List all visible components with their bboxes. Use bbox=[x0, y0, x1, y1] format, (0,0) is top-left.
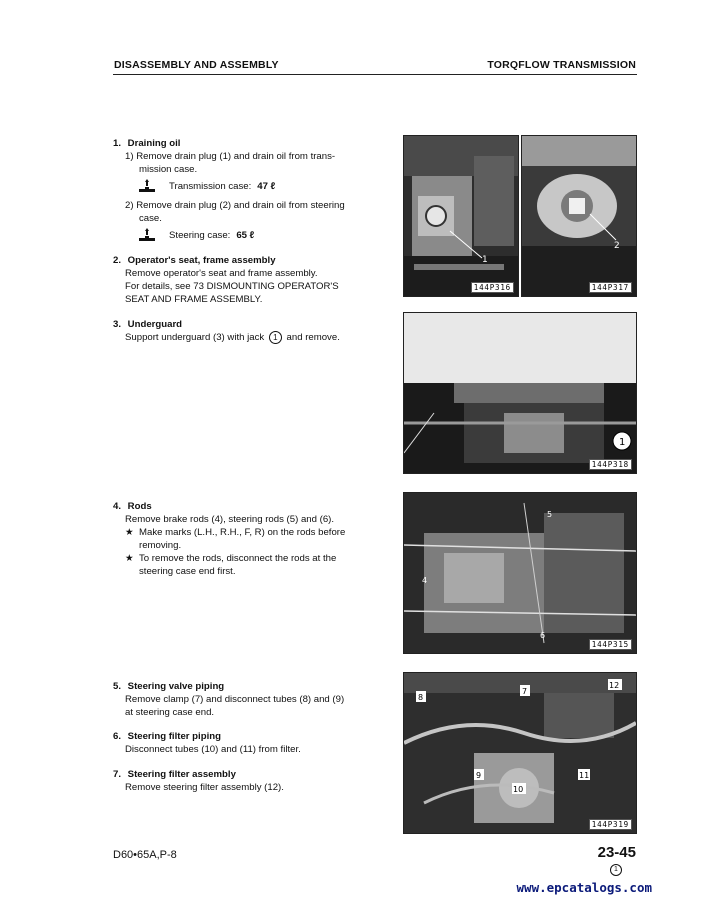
step-text: 2) Remove drain plug (2) and drain oil from steering bbox=[125, 200, 345, 211]
photo-underguard bbox=[403, 312, 637, 474]
section-underguard bbox=[113, 318, 373, 344]
body-text: Remove clamp (7) and disconnect tubes (8) and (9) bbox=[125, 694, 345, 705]
photo-image bbox=[404, 493, 636, 653]
photo-code: 144P317 bbox=[589, 282, 632, 293]
drain-oil-icon bbox=[139, 228, 155, 242]
photo-steering-drain-plug bbox=[521, 135, 637, 297]
photo-code: 144P319 bbox=[589, 819, 632, 830]
header-left: DISASSEMBLY AND ASSEMBLY bbox=[114, 59, 279, 71]
callout-label: 1 bbox=[482, 255, 488, 265]
callout-label: 1 bbox=[619, 437, 626, 448]
callout-label: 4 bbox=[422, 576, 428, 585]
section-number: 2. bbox=[113, 255, 122, 266]
section-title bbox=[113, 500, 373, 513]
header-right: TORQFLOW TRANSMISSION bbox=[487, 59, 636, 71]
section-title-text: Rods bbox=[127, 501, 152, 512]
body-text-part: and remove. bbox=[286, 332, 340, 344]
body-text bbox=[113, 331, 373, 344]
spec-value: 47 ℓ bbox=[257, 180, 276, 192]
body-text: at steering case end. bbox=[125, 707, 215, 718]
callout-label: 9 bbox=[476, 771, 482, 780]
section-number: 1. bbox=[113, 138, 122, 149]
body-text: Remove operator's seat and frame assembly. bbox=[125, 268, 318, 279]
section-title bbox=[113, 680, 373, 693]
spec-transmission-case bbox=[113, 179, 363, 193]
spec-label: Transmission case: bbox=[169, 180, 252, 192]
spec-label: Steering case: bbox=[169, 229, 231, 241]
header-rule bbox=[113, 74, 637, 75]
photo-image bbox=[522, 136, 636, 296]
section-number: 3. bbox=[113, 319, 122, 330]
body-text: For details, see 73 DISMOUNTING OPERATOR'S bbox=[125, 281, 339, 292]
section-title-text: Steering valve piping bbox=[127, 681, 225, 692]
note-line: To remove the rods, disconnect the rods at the bbox=[139, 553, 337, 564]
body-text: Disconnect tubes (10) and (11) from filter. bbox=[125, 744, 301, 755]
photo-code: 144P315 bbox=[589, 639, 632, 650]
section-number: 6. bbox=[113, 731, 122, 742]
photo-rods bbox=[403, 492, 637, 654]
photo-transmission-drain-plug bbox=[403, 135, 519, 297]
section-title bbox=[113, 137, 363, 150]
drain-oil-icon bbox=[139, 179, 155, 193]
section-draining-oil bbox=[113, 137, 363, 248]
page-number: 23-45 bbox=[597, 844, 636, 861]
star-mark: ★ bbox=[125, 553, 134, 564]
callout-label: 5 bbox=[547, 510, 553, 519]
section-operator-seat bbox=[113, 254, 373, 306]
body-text: Remove steering filter assembly (12). bbox=[125, 782, 284, 793]
section-title bbox=[113, 318, 373, 331]
photo-steering-valve-filter bbox=[403, 672, 637, 834]
callout-label: 6 bbox=[540, 631, 546, 640]
callout-label: 10 bbox=[513, 785, 524, 794]
callout-label: 12 bbox=[609, 681, 620, 690]
section-title-text: Steering filter assembly bbox=[127, 769, 236, 780]
section-steering-filter-assembly bbox=[113, 768, 373, 794]
section-title-text: Underguard bbox=[127, 319, 183, 330]
step-text: 1) Remove drain plug (1) and drain oil from trans- bbox=[125, 151, 336, 162]
note bbox=[113, 552, 373, 578]
step-text: mission case. bbox=[139, 164, 198, 175]
body-text-part: Support underguard (3) with jack bbox=[125, 332, 265, 344]
section-title-text: Operator's seat, frame assembly bbox=[127, 255, 276, 266]
jack-mark: 1 bbox=[269, 331, 282, 344]
spec-steering-case bbox=[113, 228, 363, 242]
section-number: 5. bbox=[113, 681, 122, 692]
section-title bbox=[113, 768, 373, 781]
callout-label: 11 bbox=[579, 771, 590, 780]
callout-label: 7 bbox=[522, 687, 528, 696]
photo-image bbox=[404, 673, 636, 833]
photo-code: 144P316 bbox=[471, 282, 514, 293]
note-line: steering case end first. bbox=[139, 566, 236, 577]
section-rods bbox=[113, 500, 373, 578]
photo-code: 144P318 bbox=[589, 459, 632, 470]
photo-image bbox=[404, 136, 518, 296]
callout-label: 8 bbox=[418, 693, 424, 702]
section-steering-valve-piping bbox=[113, 680, 373, 719]
footer-model: D60•65A,P-8 bbox=[113, 849, 177, 861]
step-text: case. bbox=[139, 213, 162, 224]
section-number: 4. bbox=[113, 501, 122, 512]
note-text bbox=[139, 526, 345, 552]
watermark-link[interactable]: www.epcatalogs.com bbox=[516, 880, 652, 895]
revision-mark: 1 bbox=[610, 864, 622, 876]
section-title-text: Steering filter piping bbox=[127, 731, 221, 742]
section-title bbox=[113, 730, 373, 743]
section-title bbox=[113, 254, 373, 267]
star-mark: ★ bbox=[125, 527, 134, 538]
note bbox=[113, 526, 373, 552]
callout-label: 2 bbox=[614, 241, 620, 251]
section-title-text: Draining oil bbox=[127, 138, 181, 149]
body-text: Remove brake rods (4), steering rods (5) and (6). bbox=[125, 514, 335, 525]
spec-value: 65 ℓ bbox=[236, 229, 255, 241]
note-line: Make marks (L.H., R.H., F, R) on the rods before bbox=[139, 527, 346, 538]
note-line: removing. bbox=[139, 540, 182, 551]
body-text: SEAT AND FRAME ASSEMBLY. bbox=[125, 294, 263, 305]
section-number: 7. bbox=[113, 769, 122, 780]
section-steering-filter-piping bbox=[113, 730, 373, 756]
note-text bbox=[139, 552, 336, 578]
photo-image bbox=[404, 313, 636, 473]
